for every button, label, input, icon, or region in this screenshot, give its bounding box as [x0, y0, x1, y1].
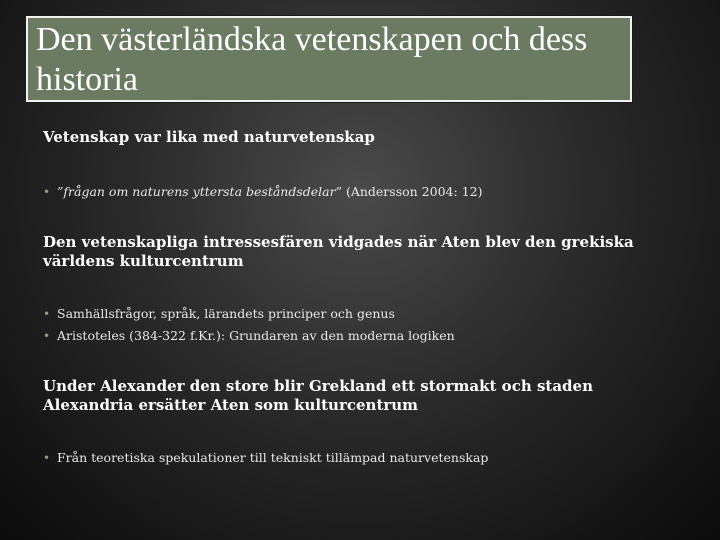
bullet-icon: •	[43, 307, 51, 321]
bullet-text: Samhällsfrågor, språk, lärandets principer och genus	[57, 306, 395, 321]
section-heading: Den vetenskapliga intressesfären vidgades när Aten blev den grekiska världens kulturcentrum	[43, 233, 634, 270]
section-3	[43, 377, 683, 469]
bullet-text: Från teoretiska spekulationer till tekniskt tillämpad naturvetenskap	[57, 450, 489, 465]
bullet-item	[43, 303, 683, 325]
section-1	[43, 128, 683, 203]
title-box	[26, 16, 632, 102]
bullet-item	[43, 181, 683, 203]
section-2	[43, 233, 683, 347]
bullet-list	[43, 447, 683, 469]
bullet-item	[43, 325, 683, 347]
bullet-item	[43, 447, 683, 469]
citation-text: (Andersson 2004: 12)	[341, 184, 483, 199]
section-heading: Vetenskap var lika med naturvetenskap	[43, 128, 375, 146]
bullet-list	[43, 303, 683, 347]
section-heading: Under Alexander den store blir Grekland ett stormakt och staden Alexandria ersätter Aten som kulturcentrum	[43, 377, 593, 414]
bullet-list	[43, 181, 683, 203]
bullet-icon: •	[43, 329, 51, 343]
slide-content	[43, 124, 683, 469]
quote-text: ”frågan om naturens yttersta beståndsdelar”	[57, 184, 342, 199]
bullet-icon: •	[43, 185, 51, 199]
slide-title: Den västerländska vetenskapen och dess historia	[36, 21, 588, 98]
bullet-icon: •	[43, 451, 51, 465]
bullet-text: Aristoteles (384-322 f.Kr.): Grundaren av den moderna logiken	[57, 328, 455, 343]
